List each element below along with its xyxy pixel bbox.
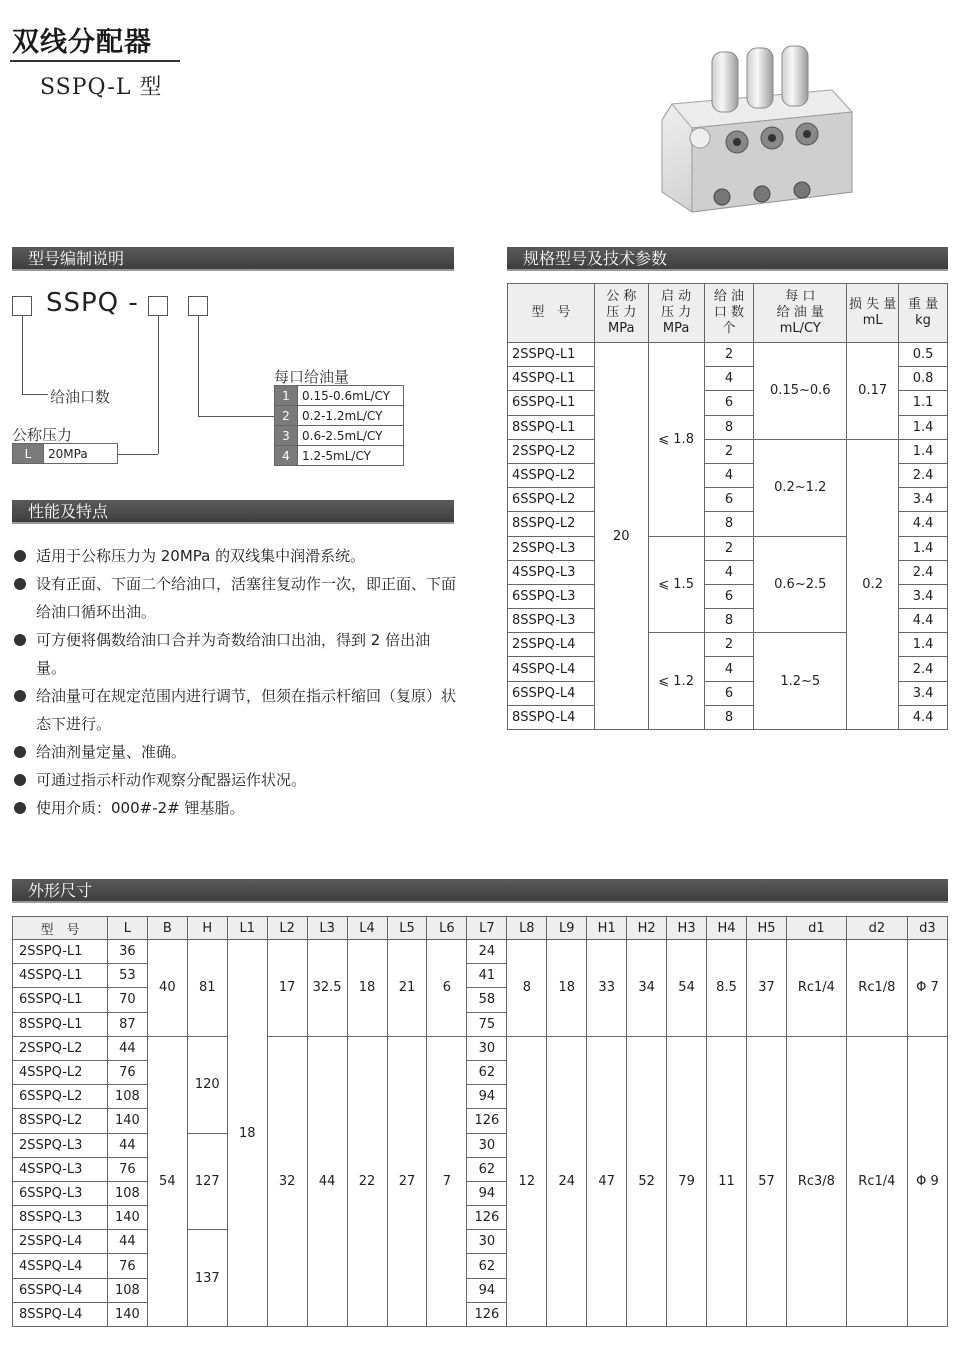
dimension-header-cell: H5 [747, 917, 787, 940]
dimension-l7-cell: 75 [467, 1012, 507, 1036]
spec-flow-cell: 0.6~2.5 [754, 536, 847, 633]
dimension-l-cell: 70 [107, 988, 147, 1012]
section-features: 性能及特点 [12, 500, 454, 524]
spec-weight-cell: 2.4 [899, 560, 948, 584]
dimension-l9-cell: 24 [547, 1036, 587, 1326]
dimension-l2-cell: 17 [267, 940, 307, 1037]
dimension-l7-cell: 62 [467, 1157, 507, 1181]
spec-start-pressure: ⩽ 1.8 [648, 343, 704, 537]
dimension-l-cell: 76 [107, 1060, 147, 1084]
flow-option-row: 2 0.2-1.2mL/CY [275, 406, 404, 426]
dimension-l7-cell: 94 [467, 1085, 507, 1109]
spec-weight-cell: 3.4 [899, 681, 948, 705]
dimension-model-cell: 4SSPQ-L3 [13, 1157, 108, 1181]
code-box-outlets [12, 296, 32, 316]
feature-item: 可方便将偶数给油口合并为奇数给油口出油，得到 2 倍出油量。 [12, 626, 458, 682]
spec-header-cell: 重 量 kg [899, 284, 948, 343]
connector-outlets [22, 316, 23, 394]
dimension-header-cell: L9 [547, 917, 587, 940]
dimension-l-cell: 44 [107, 1230, 147, 1254]
spec-outlets-cell: 8 [704, 415, 754, 439]
dimension-model-cell: 6SSPQ-L2 [13, 1085, 108, 1109]
spec-model-cell: 4SSPQ-L4 [508, 657, 595, 681]
pressure-code: L [13, 444, 44, 464]
dimension-l-cell: 108 [107, 1181, 147, 1205]
spec-weight-cell: 0.5 [899, 343, 948, 367]
page-subtitle: SSPQ-L 型 [40, 75, 163, 100]
spec-flow-cell: 0.15~0.6 [754, 343, 847, 440]
dimension-header-cell: 型 号 [13, 917, 108, 940]
dimension-h-cell: 120 [187, 1036, 227, 1133]
title-rule [10, 60, 180, 62]
code-box-pressure [148, 296, 168, 316]
connector-flow [198, 316, 199, 416]
flow-option-row: 4 1.2-5mL/CY [275, 446, 404, 466]
connector-pressure-h [118, 454, 158, 455]
bullet-icon [14, 578, 26, 590]
dimension-l7-cell: 126 [467, 1302, 507, 1326]
spec-header-cell: 型 号 [508, 284, 595, 343]
dimension-l-cell: 44 [107, 1036, 147, 1060]
dimension-h-cell: 127 [187, 1133, 227, 1230]
dimension-table [12, 916, 948, 1327]
spec-row [508, 439, 948, 463]
dimension-l3-cell: 32.5 [307, 940, 347, 1037]
dimension-l7-cell: 126 [467, 1109, 507, 1133]
spec-model-cell: 2SSPQ-L4 [508, 633, 595, 657]
spec-outlets-cell: 4 [704, 560, 754, 584]
dimension-d3-cell: Φ 7 [907, 940, 947, 1037]
dimension-model-cell: 8SSPQ-L2 [13, 1109, 108, 1133]
spec-weight-cell: 4.4 [899, 705, 948, 729]
spec-weight-cell: 4.4 [899, 609, 948, 633]
dimension-l-cell: 140 [107, 1302, 147, 1326]
bullet-icon [14, 690, 26, 702]
spec-model-cell: 6SSPQ-L2 [508, 488, 595, 512]
dimension-model-cell: 2SSPQ-L2 [13, 1036, 108, 1060]
dimension-l7-cell: 41 [467, 964, 507, 988]
spec-weight-cell: 1.4 [899, 633, 948, 657]
pressure-value: 20MPa [44, 444, 118, 464]
spec-model-cell: 8SSPQ-L2 [508, 512, 595, 536]
dimension-l7-cell: 30 [467, 1036, 507, 1060]
dimension-l2-cell: 32 [267, 1036, 307, 1326]
feature-item: 可通过指示杆动作观察分配器运作状况。 [12, 766, 458, 794]
spec-outlets-cell: 2 [704, 536, 754, 560]
pressure-code-table [12, 443, 118, 464]
dimension-model-cell: 4SSPQ-L1 [13, 964, 108, 988]
spec-weight-cell: 1.4 [899, 415, 948, 439]
dimension-model-cell: 2SSPQ-L4 [13, 1230, 108, 1254]
spec-header-row [508, 284, 948, 343]
dimension-b-cell: 40 [147, 940, 187, 1037]
spec-outlets-cell: 8 [704, 705, 754, 729]
spec-model-cell: 8SSPQ-L4 [508, 705, 595, 729]
dimension-model-cell: 2SSPQ-L1 [13, 940, 108, 964]
spec-nominal-pressure: 20 [594, 343, 648, 730]
bullet-icon [14, 746, 26, 758]
dimension-l8-cell: 8 [507, 940, 547, 1037]
section-dimensions: 外形尺寸 [12, 879, 948, 903]
spec-outlets-cell: 8 [704, 512, 754, 536]
spec-model-cell: 6SSPQ-L4 [508, 681, 595, 705]
connector-flow-h [198, 416, 274, 417]
dimension-d3-cell: Φ 9 [907, 1036, 947, 1326]
dimension-l8-cell: 12 [507, 1036, 547, 1326]
page-title: 双线分配器 [12, 27, 152, 58]
spec-row [508, 343, 948, 367]
dimension-l7-cell: 62 [467, 1254, 507, 1278]
spec-loss-cell: 0.17 [847, 343, 899, 440]
dimension-l-cell: 53 [107, 964, 147, 988]
spec-outlets-cell: 4 [704, 657, 754, 681]
spec-outlets-cell: 6 [704, 681, 754, 705]
dimension-h5-cell: 37 [747, 940, 787, 1037]
dimension-l7-cell: 24 [467, 940, 507, 964]
spec-model-cell: 2SSPQ-L3 [508, 536, 595, 560]
dimension-model-cell: 8SSPQ-L3 [13, 1206, 108, 1230]
dimension-model-cell: 2SSPQ-L3 [13, 1133, 108, 1157]
dimension-header-cell: H2 [627, 917, 667, 940]
spec-header-cell: 每 口 给 油 量 mL/CY [754, 284, 847, 343]
dimension-header-cell: L3 [307, 917, 347, 940]
dimension-model-cell: 8SSPQ-L1 [13, 1012, 108, 1036]
dimension-l7-cell: 62 [467, 1060, 507, 1084]
feature-item: 给油量可在规定范围内进行调节，但须在指示杆缩回（复原）状态下进行。 [12, 682, 458, 738]
bullet-icon [14, 774, 26, 786]
dimension-l-cell: 76 [107, 1254, 147, 1278]
dimension-b-cell: 54 [147, 1036, 187, 1326]
dimension-header-cell: d3 [907, 917, 947, 940]
dimension-l-cell: 44 [107, 1133, 147, 1157]
dimension-l1-cell: 18 [227, 940, 267, 1327]
flow-options-table [274, 385, 404, 466]
dimension-header-cell: H1 [587, 917, 627, 940]
spec-header-cell: 启 动 压 力 MPa [648, 284, 704, 343]
dimension-row [13, 1036, 948, 1060]
spec-outlets-cell: 6 [704, 584, 754, 608]
dimension-l6-cell: 6 [427, 940, 467, 1037]
dimension-l7-cell: 126 [467, 1206, 507, 1230]
spec-weight-cell: 2.4 [899, 657, 948, 681]
flow-option-row: 1 0.15-0.6mL/CY [275, 386, 404, 406]
spec-weight-cell: 3.4 [899, 488, 948, 512]
dimension-header-cell: L6 [427, 917, 467, 940]
dimension-d1-cell: Rc3/8 [786, 1036, 846, 1326]
dimension-model-cell: 8SSPQ-L4 [13, 1302, 108, 1326]
spec-model-cell: 2SSPQ-L1 [508, 343, 595, 367]
bullet-icon [14, 550, 26, 562]
dimension-h1-cell: 47 [587, 1036, 627, 1326]
dimension-h2-cell: 52 [627, 1036, 667, 1326]
spec-table [507, 283, 948, 730]
connector-outlets-h [22, 394, 48, 395]
dimension-h-cell: 81 [187, 940, 227, 1037]
spec-model-cell: 4SSPQ-L1 [508, 367, 595, 391]
dimension-header-cell: L1 [227, 917, 267, 940]
spec-model-cell: 6SSPQ-L1 [508, 391, 595, 415]
flow-option-row: 3 0.6-2.5mL/CY [275, 426, 404, 446]
code-text: SSPQ - [46, 288, 139, 318]
dimension-l7-cell: 30 [467, 1133, 507, 1157]
outlet-label: 给油口数 [50, 388, 111, 406]
dimension-h4-cell: 11 [707, 1036, 747, 1326]
spec-header-cell: 公 称 压 力 MPa [594, 284, 648, 343]
feature-list [12, 542, 458, 822]
dimension-header-cell: L8 [507, 917, 547, 940]
spec-flow-cell: 1.2~5 [754, 633, 847, 730]
dimension-h3-cell: 54 [667, 940, 707, 1037]
dimension-l7-cell: 94 [467, 1181, 507, 1205]
spec-weight-cell: 4.4 [899, 512, 948, 536]
spec-flow-cell: 0.2~1.2 [754, 439, 847, 536]
spec-outlets-cell: 2 [704, 633, 754, 657]
dimension-header-cell: L4 [347, 917, 387, 940]
feature-item: 给油剂量定量、准确。 [12, 738, 458, 766]
dimension-header-cell: H4 [707, 917, 747, 940]
spec-outlets-cell: 4 [704, 367, 754, 391]
spec-outlets-cell: 6 [704, 391, 754, 415]
feature-item: 适用于公称压力为 20MPa 的双线集中润滑系统。 [12, 542, 458, 570]
dimension-l-cell: 108 [107, 1278, 147, 1302]
spec-weight-cell: 1.4 [899, 536, 948, 560]
dimension-header-cell: L5 [387, 917, 427, 940]
dimension-d1-cell: Rc1/4 [786, 940, 846, 1037]
spec-outlets-cell: 4 [704, 463, 754, 487]
dimension-d2-cell: Rc1/8 [846, 940, 907, 1037]
bullet-icon [14, 802, 26, 814]
spec-model-cell: 4SSPQ-L2 [508, 463, 595, 487]
dimension-l7-cell: 58 [467, 988, 507, 1012]
dimension-l7-cell: 30 [467, 1230, 507, 1254]
product-image [652, 42, 872, 222]
dimension-l7-cell: 94 [467, 1278, 507, 1302]
dimension-l5-cell: 27 [387, 1036, 427, 1326]
dimension-l-cell: 108 [107, 1085, 147, 1109]
dimension-d2-cell: Rc1/4 [846, 1036, 907, 1326]
spec-weight-cell: 1.4 [899, 439, 948, 463]
feature-item: 使用介质：000#-2# 锂基脂。 [12, 794, 458, 822]
spec-header-cell: 给 油 口 数 个 [704, 284, 754, 343]
dimension-h1-cell: 33 [587, 940, 627, 1037]
dimension-l-cell: 87 [107, 1012, 147, 1036]
spec-model-cell: 8SSPQ-L3 [508, 609, 595, 633]
spec-outlets-cell: 6 [704, 488, 754, 512]
spec-model-cell: 6SSPQ-L3 [508, 584, 595, 608]
dimension-header-cell: L2 [267, 917, 307, 940]
dimension-l-cell: 140 [107, 1109, 147, 1133]
dimension-l9-cell: 18 [547, 940, 587, 1037]
spec-weight-cell: 2.4 [899, 463, 948, 487]
section-specs: 规格型号及技术参数 [507, 247, 948, 271]
pressure-label: 公称压力 [12, 426, 73, 444]
dimension-l-cell: 36 [107, 940, 147, 964]
spec-outlets-cell: 2 [704, 439, 754, 463]
spec-header-cell: 损 失 量 mL [847, 284, 899, 343]
spec-model-cell: 4SSPQ-L3 [508, 560, 595, 584]
dimension-h2-cell: 34 [627, 940, 667, 1037]
section-model-code: 型号编制说明 [12, 247, 454, 271]
dimension-header-cell: d2 [846, 917, 907, 940]
dimension-l6-cell: 7 [427, 1036, 467, 1326]
code-box-flow [188, 296, 208, 316]
dimension-h-cell: 137 [187, 1230, 227, 1327]
spec-weight-cell: 1.1 [899, 391, 948, 415]
dimension-l-cell: 76 [107, 1157, 147, 1181]
spec-outlets-cell: 8 [704, 609, 754, 633]
dimension-model-cell: 6SSPQ-L1 [13, 988, 108, 1012]
spec-weight-cell: 0.8 [899, 367, 948, 391]
dimension-model-cell: 6SSPQ-L3 [13, 1181, 108, 1205]
flow-label: 每口给油量 [274, 368, 350, 386]
dimension-header-cell: L7 [467, 917, 507, 940]
dimension-l4-cell: 22 [347, 1036, 387, 1326]
connector-pressure [158, 316, 159, 454]
dimension-row [13, 940, 948, 964]
spec-model-cell: 8SSPQ-L1 [508, 415, 595, 439]
dimension-l-cell: 140 [107, 1206, 147, 1230]
dimension-header-cell: L [107, 917, 147, 940]
dimension-h3-cell: 79 [667, 1036, 707, 1326]
dimension-model-cell: 4SSPQ-L2 [13, 1060, 108, 1084]
spec-outlets-cell: 2 [704, 343, 754, 367]
dimension-header-cell: H3 [667, 917, 707, 940]
spec-loss-cell: 0.2 [847, 439, 899, 729]
dimension-header-cell: B [147, 917, 187, 940]
spec-start-pressure: ⩽ 1.5 [648, 536, 704, 633]
feature-item: 设有正面、下面二个给油口，活塞往复动作一次，即正面、下面给油口循环出油。 [12, 570, 458, 626]
dimension-l3-cell: 44 [307, 1036, 347, 1326]
dimension-model-cell: 6SSPQ-L4 [13, 1278, 108, 1302]
spec-model-cell: 2SSPQ-L2 [508, 439, 595, 463]
dimension-l5-cell: 21 [387, 940, 427, 1037]
dimension-header-cell: d1 [786, 917, 846, 940]
dimension-l4-cell: 18 [347, 940, 387, 1037]
dimension-header-row [13, 917, 948, 940]
dimension-h4-cell: 8.5 [707, 940, 747, 1037]
bullet-icon [14, 634, 26, 646]
dimension-model-cell: 4SSPQ-L4 [13, 1254, 108, 1278]
dimension-header-cell: H [187, 917, 227, 940]
dimension-h5-cell: 57 [747, 1036, 787, 1326]
spec-weight-cell: 3.4 [899, 584, 948, 608]
spec-start-pressure: ⩽ 1.2 [648, 633, 704, 730]
